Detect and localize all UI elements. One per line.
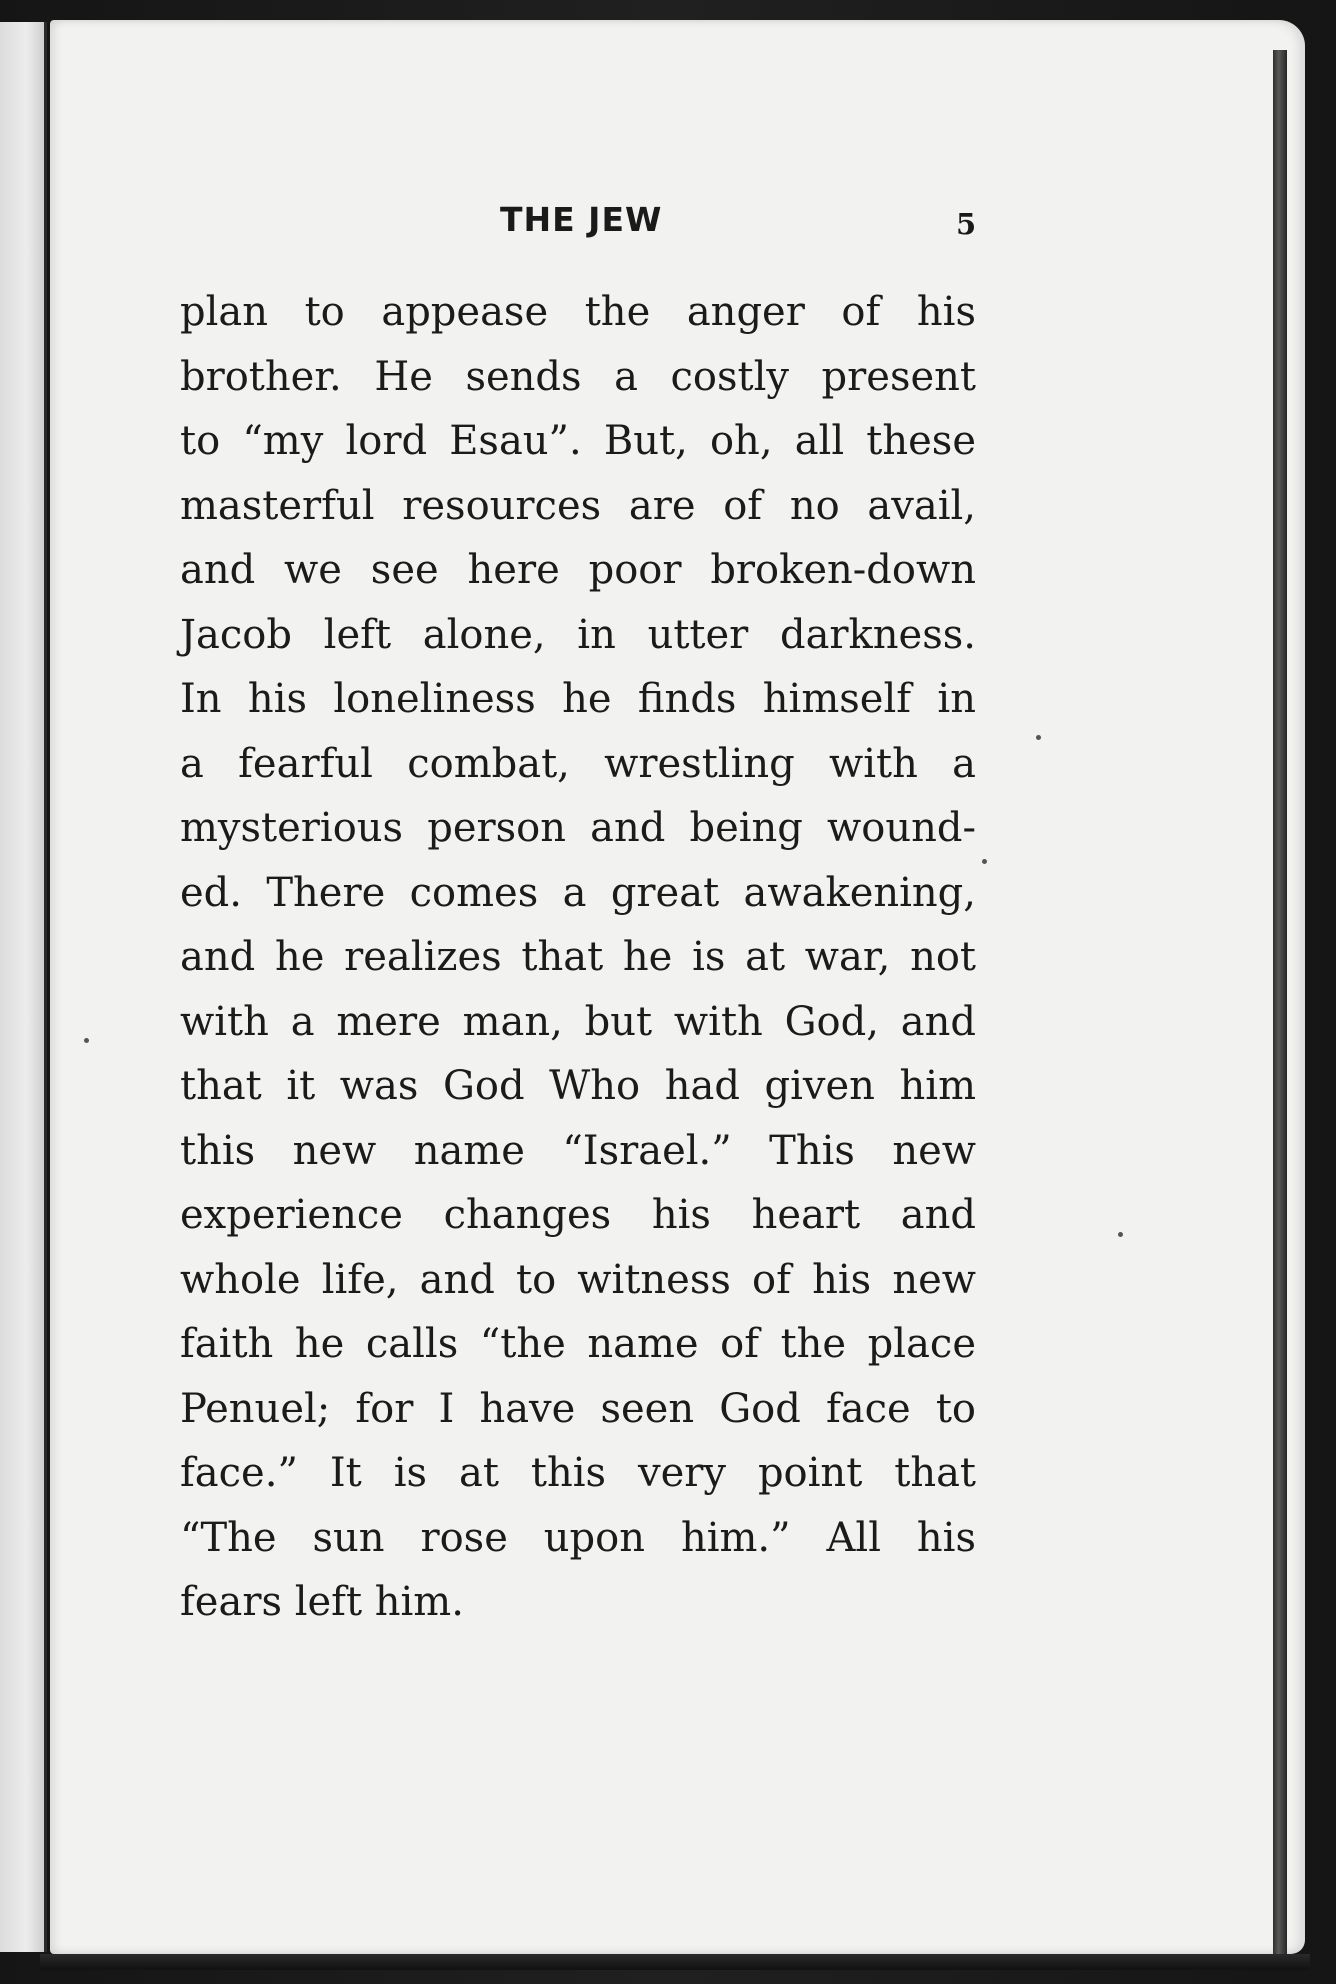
text-line: to “my lord Esau”. But, oh, all these [180,418,976,464]
text-line: “The sun rose upon him.” All his [180,1514,976,1561]
text-line: that it was God Who had given him [180,1063,976,1109]
text-line: ed. There comes a great awakening, [180,869,976,916]
text-line: face.” It is at this very point that [180,1450,976,1496]
text-line: In his loneliness he finds himself in [180,676,976,722]
text-line: Penuel; for I have seen God face to [180,1385,976,1432]
body-text [180,280,976,1635]
page-edge-shadow [1273,50,1287,1970]
text-line: mysterious person and being wound- [180,805,976,851]
text-line: and we see here poor broken-down [180,547,976,593]
text-line: Jacob left alone, in utter darkness. [180,611,976,658]
paper-speck [1036,735,1041,740]
left-page-edge [0,22,47,1952]
text-line: brother. He sends a costly present [180,353,976,400]
bottom-edge [40,1954,1310,1970]
paper-speck [1118,1232,1123,1237]
text-line: whole life, and to witness of his new [180,1256,976,1303]
text-line: fears left him. [180,1579,464,1625]
text-line: this new name “Israel.” This new [180,1127,976,1174]
text-line: faith he calls “the name of the place [180,1321,976,1367]
text-line: experience changes his heart and [180,1192,976,1238]
running-head: THE JEW [500,200,663,239]
text-line: a fearful combat, wrestling with a [180,740,976,787]
text-line: masterful resources are of no avail, [180,482,976,529]
text-line: and he realizes that he is at war, not [180,934,976,980]
paper-speck [982,859,987,864]
text-line: plan to appease the anger of his [180,289,976,335]
text-line: with a mere man, but with God, and [180,998,976,1045]
paper-speck [84,1038,89,1043]
page-number: 5 [956,207,977,241]
